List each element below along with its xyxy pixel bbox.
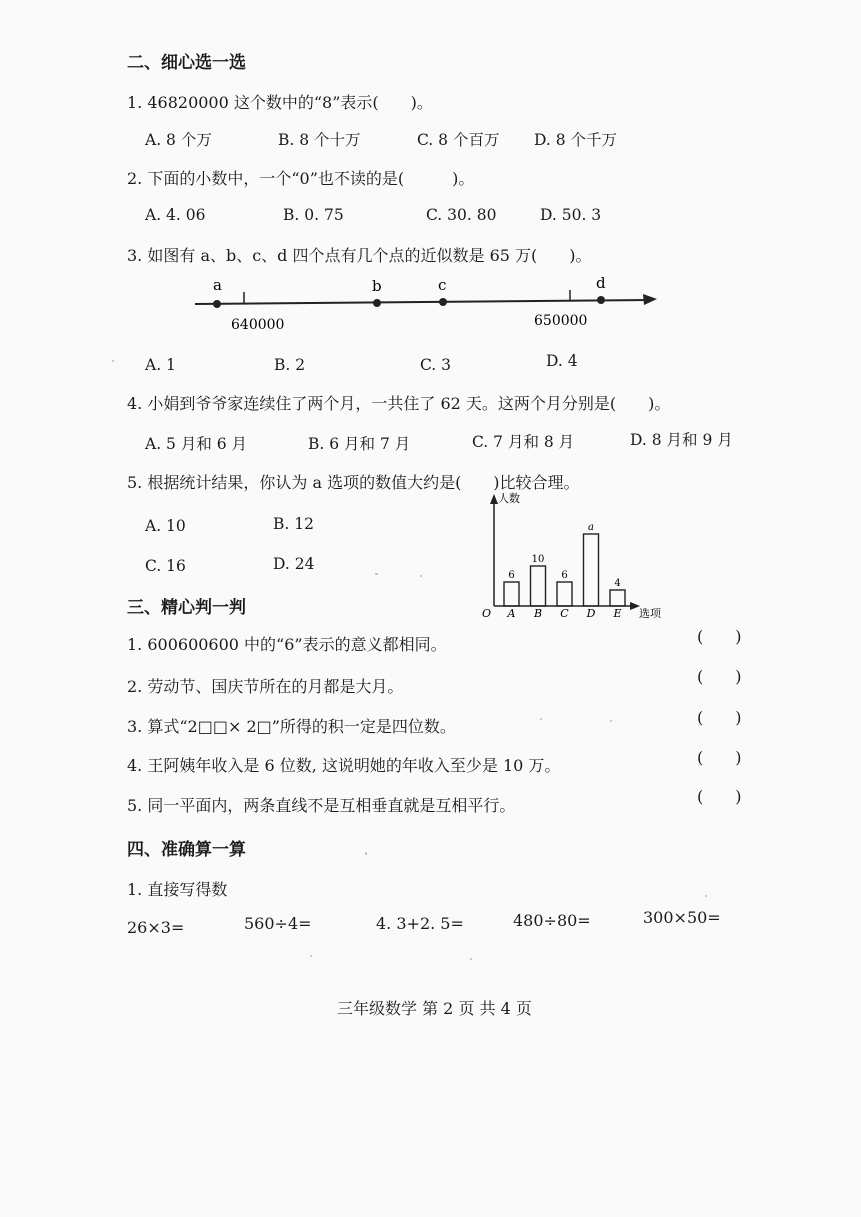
q3-option-b: B. 2 xyxy=(274,356,306,374)
label-640000: 640000 xyxy=(231,317,285,333)
judge-item-4: 4. 王阿姨年收入是 6 位数, 这说明她的年收入至少是 10 万。 xyxy=(127,756,561,775)
judge-item-2: 2. 劳动节、国庆节所在的月都是大月。 xyxy=(127,677,404,696)
calc-item-1: 26×3= xyxy=(127,918,185,937)
point-b xyxy=(373,299,381,307)
bar-c xyxy=(557,582,572,606)
judge-bracket-4[interactable]: ( ) xyxy=(697,748,742,767)
label-650000: 650000 xyxy=(534,313,588,329)
judge-item-5: 5. 同一平面内，两条直线不是互相垂直就是互相平行。 xyxy=(127,796,516,815)
number-line-arrow xyxy=(643,294,657,305)
judge-item-3: 3. 算式“2□□× 2□”所得的积一定是四位数。 xyxy=(127,717,456,736)
y-axis-arrow xyxy=(490,494,498,504)
origin-label: O xyxy=(482,607,492,620)
bar-b xyxy=(531,566,546,606)
point-c xyxy=(439,298,447,306)
calc-item-5: 300×50= xyxy=(643,908,721,927)
q5-option-a: A. 10 xyxy=(145,517,186,535)
number-line-axis xyxy=(195,300,647,304)
tick-label-b: B xyxy=(533,607,543,620)
q4-option-a: A. 5 月和 6 月 xyxy=(145,435,248,453)
question-3: 3. 如图有 a、b、c、d 四个点有几个点的近似数是 65 万( )。 xyxy=(127,246,592,265)
q5-option-d: D. 24 xyxy=(273,555,315,573)
label-b: b xyxy=(372,277,382,295)
q4-option-c: C. 7 月和 8 月 xyxy=(472,433,575,451)
bar-chart xyxy=(478,488,678,623)
tick-label-a: A xyxy=(507,607,516,620)
q4-option-b: B. 6 月和 7 月 xyxy=(308,435,411,453)
q2-option-a: A. 4. 06 xyxy=(145,206,206,224)
judge-bracket-1[interactable]: ( ) xyxy=(697,627,742,646)
judge-bracket-5[interactable]: ( ) xyxy=(697,787,742,806)
section-heading-calc: 四、准确算一算 xyxy=(127,840,246,860)
q1-option-a: A. 8 个万 xyxy=(145,131,212,149)
question-5: 5. 根据统计结果，你认为 a 选项的数值大约是( )比较合理。 xyxy=(127,473,580,492)
q2-option-b: B. 0. 75 xyxy=(283,206,344,224)
q1-option-c: C. 8 个百万 xyxy=(417,131,500,149)
judge-bracket-2[interactable]: ( ) xyxy=(697,667,742,686)
section-heading-judge: 三、精心判一判 xyxy=(127,598,246,618)
calc-item-4: 480÷80= xyxy=(513,911,591,930)
calc-subheading: 1. 直接写得数 xyxy=(127,880,228,899)
tick-label-c: C xyxy=(560,607,569,620)
number-line xyxy=(195,272,665,336)
page-footer: 三年级数学 第 2 页 共 4 页 xyxy=(337,999,532,1018)
q4-option-d: D. 8 月和 9 月 xyxy=(630,431,733,449)
data-label-c: 6 xyxy=(561,570,568,581)
q3-option-a: A. 1 xyxy=(145,356,176,374)
q5-option-c: C. 16 xyxy=(145,557,186,575)
y-axis-label: 人数 xyxy=(498,492,520,505)
point-a xyxy=(213,300,221,308)
label-d: d xyxy=(596,274,606,292)
point-d xyxy=(597,296,605,304)
calc-item-3: 4. 3+2. 5= xyxy=(376,914,464,933)
tick-label-d: D xyxy=(586,607,596,620)
data-label-b: 10 xyxy=(531,554,545,565)
q5-option-b: B. 12 xyxy=(273,515,314,533)
judge-item-1: 1. 600600600 中的“6”表示的意义都相同。 xyxy=(127,635,447,654)
bar-a xyxy=(504,582,519,606)
data-label-e: 4 xyxy=(614,578,621,589)
question-1: 1. 46820000 这个数中的“8”表示( )。 xyxy=(127,93,433,112)
calc-item-2: 560÷4= xyxy=(244,914,312,933)
judge-bracket-3[interactable]: ( ) xyxy=(697,708,742,727)
q3-option-d: D. 4 xyxy=(546,352,578,370)
q2-option-c: C. 30. 80 xyxy=(426,206,497,224)
bar-d xyxy=(584,534,599,606)
section-heading-choice: 二、细心选一选 xyxy=(127,53,246,73)
label-c: c xyxy=(438,276,447,294)
label-a: a xyxy=(213,276,222,294)
q2-option-d: D. 50. 3 xyxy=(540,206,602,224)
q3-option-c: C. 3 xyxy=(420,356,452,374)
tick-label-e: E xyxy=(613,607,622,620)
data-label-d: a xyxy=(588,522,594,533)
q1-option-d: D. 8 个千万 xyxy=(534,131,618,149)
question-4: 4. 小娟到爷爷家连续住了两个月，一共住了 62 天。这两个月分别是( )。 xyxy=(127,394,671,413)
data-label-a: 6 xyxy=(508,570,515,581)
q1-option-b: B. 8 个十万 xyxy=(278,131,361,149)
question-2: 2. 下面的小数中，一个“0”也不读的是( )。 xyxy=(127,169,475,188)
bar-e xyxy=(610,590,625,606)
x-axis-label: 选项 xyxy=(639,607,661,620)
